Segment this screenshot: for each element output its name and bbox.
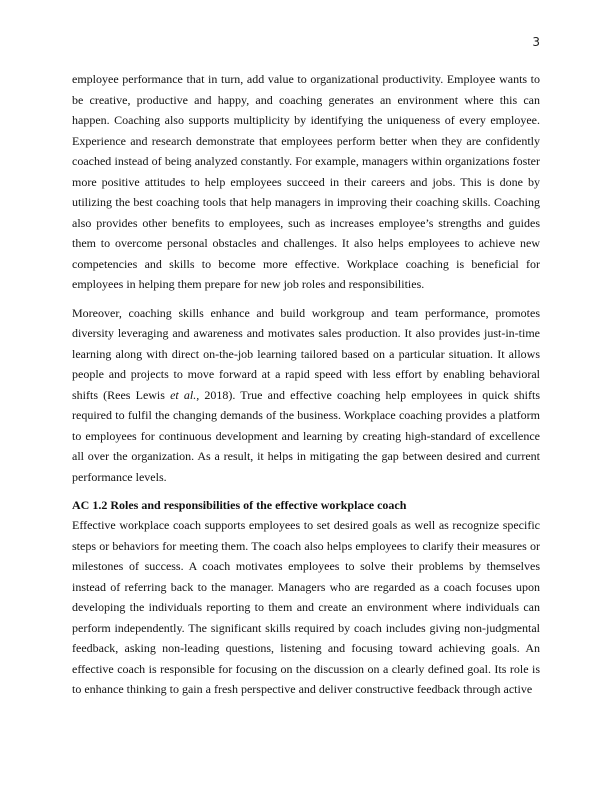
page-number: 3 (532, 35, 540, 49)
citation-year: 2018 (199, 387, 229, 402)
paragraph-2 (72, 303, 540, 488)
paragraph-2-text-start: Moreover, coaching skills enhance and build workgroup and team performance, promotes diversity leveraging and awareness and motivates sales production. It also provides just-in-time learning along with direct on-the-job learning tailored based on a particular situation. It allows people and projects to move forward at a rapid speed with less effort by enabling behavioral shifts ( (72, 305, 540, 402)
paragraph-3: Effective workplace coach supports employees to set desired goals as well as recognize specific steps or behaviors for meeting them. The coach also helps employees to clarify their measures or milestones of success. A coach motivates employees to solve their problems by themselves instead of referring back to the manager. Managers who are regarded as a coach focuses upon developing the individuals reporting to them and create an environment where individuals can perform independently. The significant skills required by coach includes giving non-judgmental feedback, asking non-leading questions, listening and focusing toward achieving goals. An effective coach is responsible for focusing on the discussion on a clearly defined goal. Its role is to enhance thinking to gain a fresh perspective and deliver constructive feedback through active (72, 518, 540, 696)
document-body (72, 69, 540, 708)
paragraph-2-text-end: ). True and effective coaching help employees in quick shifts required to fulfil the changing demands of the business. Workplace coaching provides a platform to employees for continuous development and learning by creating high-standard of excellence all over the organization. As a result, it helps in mitigating the gap between desired and current performance levels. (72, 387, 540, 484)
paragraph-1: employee performance that in turn, add value to organizational productivity. Employee wants to be creative, productive and happy, and coaching generates an environment where this can happen. Coaching also supports multiplicity by identifying the uniqueness of every employee. Experience and research demonstrate that employees perform better when they are confidently coached instead of being analyzed constantly. For example, managers within organizations foster more positive attitudes to help employees succeed in their careers and jobs. This is done by utilizing the best coaching tools that help managers in improving their coaching skills. Coaching also provides other benefits to employees, such as increases employee’s strengths and guides them to overcome personal obstacles and challenges. It also helps employees to achieve new competencies and skills to become more effective. Workplace coaching is beneficial for employees in helping them prepare for new job roles and responsibilities. (72, 72, 540, 291)
section-heading: AC 1.2 Roles and responsibilities of the effective workplace coach (72, 498, 407, 512)
citation-author: Rees Lewis (107, 387, 171, 402)
citation-et-al: et al., (170, 387, 200, 402)
